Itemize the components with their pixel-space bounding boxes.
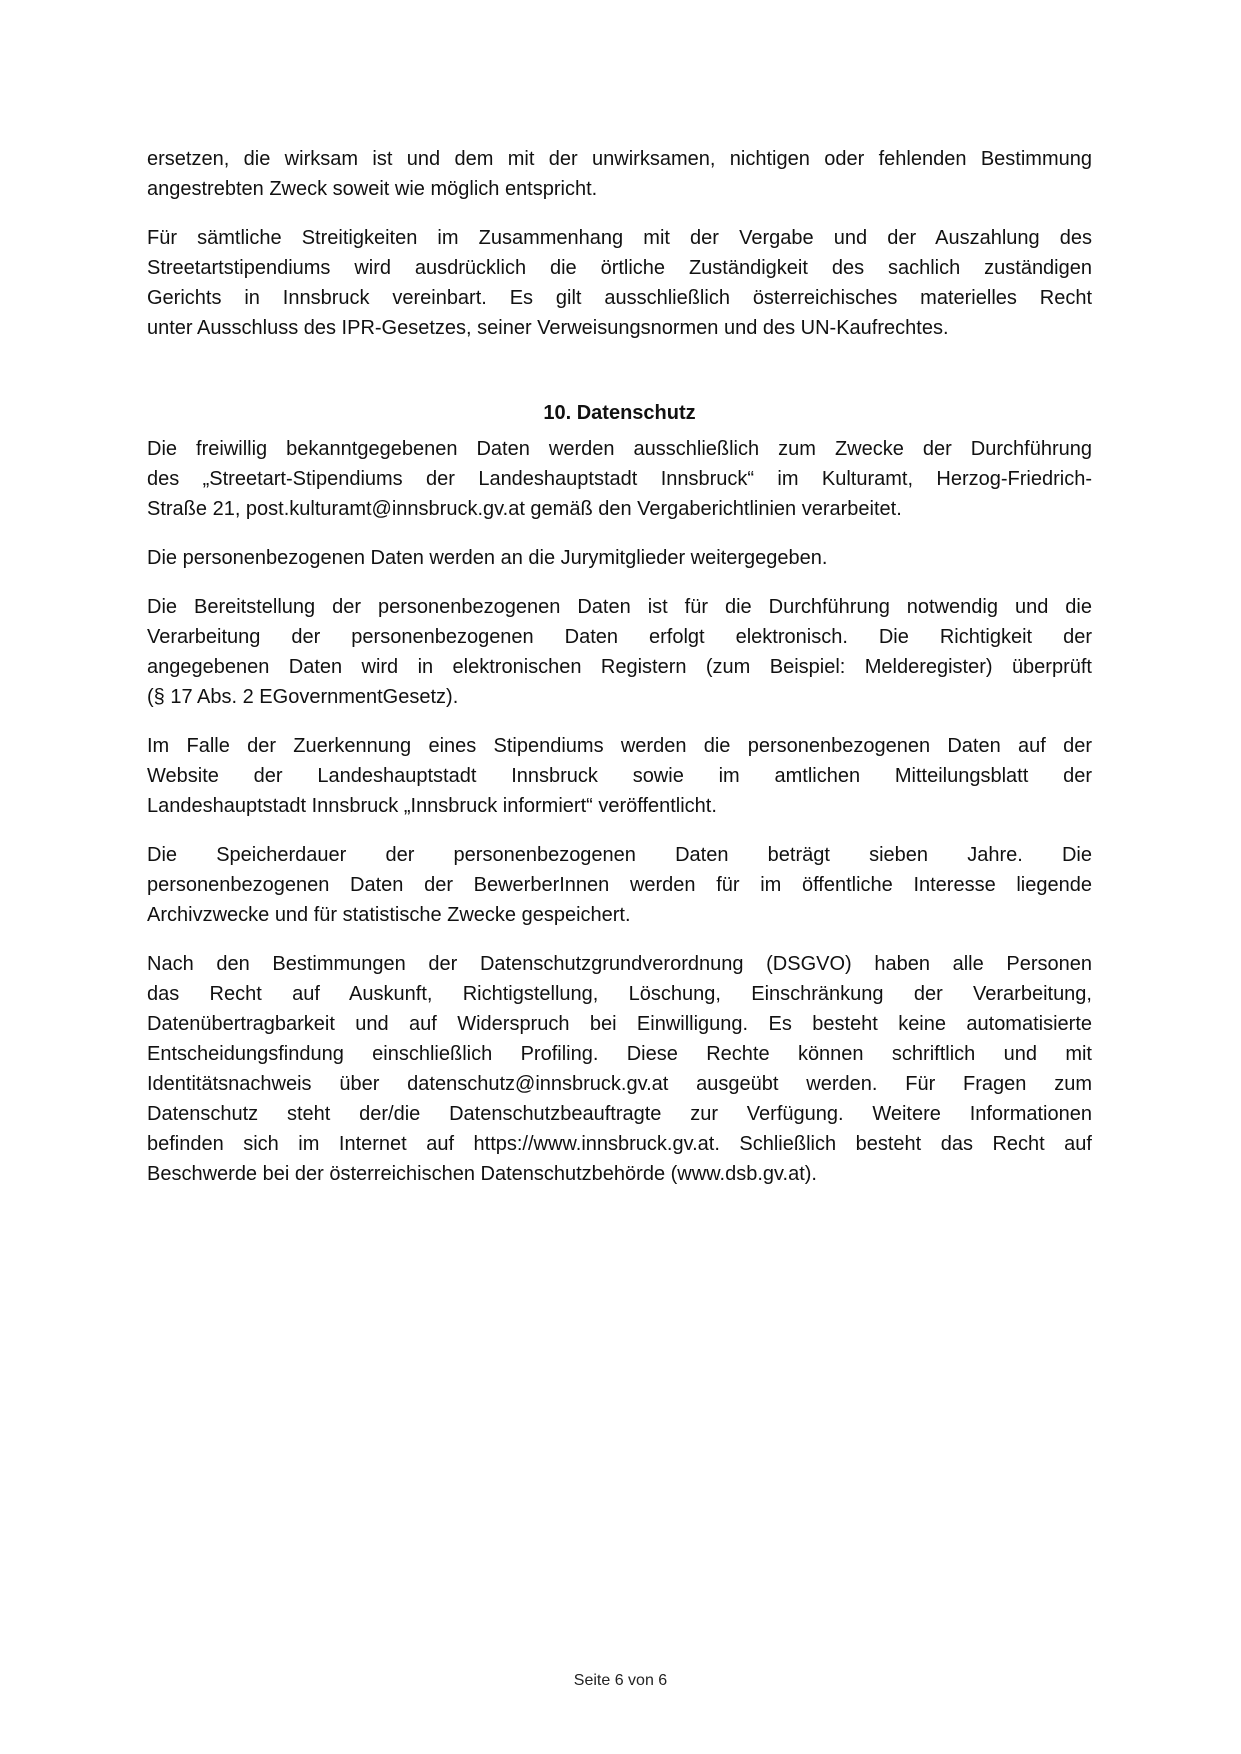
text-line: (§ 17 Abs. 2 EGovernmentGesetz). — [147, 686, 459, 708]
text-line: des „Streetart-Stipendiums der Landeshauptstadt Innsbruck“ im Kulturamt, Herzog-Friedrich- — [147, 468, 1092, 490]
text-line: Datenübertragbarkeit und auf Widerspruch bei Einwilligung. Es besteht keine automatisierte — [147, 1013, 1092, 1035]
text-line: Archivzwecke und für statistische Zwecke gespeichert. — [147, 904, 631, 926]
text-line: Streetartstipendiums wird ausdrücklich die örtliche Zuständigkeit des sachlich zuständigen — [147, 257, 1092, 279]
paragraph-data-purpose — [147, 434, 1092, 524]
text-line: Die Speicherdauer der personenbezogenen Daten beträgt sieben Jahre. Die — [147, 844, 1092, 866]
text-line: Website der Landeshauptstadt Innsbruck sowie im amtlichen Mitteilungsblatt der — [147, 765, 1092, 787]
text-line: unter Ausschluss des IPR-Gesetzes, seiner Verweisungsnormen und des UN-Kaufrechtes. — [147, 317, 949, 339]
paragraph-data-processing — [147, 592, 1092, 712]
text-line: Straße 21, post.kulturamt@innsbruck.gv.at gemäß den Vergaberichtlinien verarbeitet. — [147, 498, 902, 520]
paragraph-severability — [147, 144, 1092, 204]
text-line: Beschwerde bei der österreichischen Datenschutzbehörde (www.dsb.gv.at). — [147, 1163, 817, 1185]
text-line: personenbezogenen Daten der BewerberInnen werden für im öffentliche Interesse liegende — [147, 874, 1092, 896]
text-line: Gerichts in Innsbruck vereinbart. Es gilt ausschließlich österreichisches materielles Recht — [147, 287, 1092, 309]
text-line: Die freiwillig bekanntgegebenen Daten werden ausschließlich zum Zwecke der Durchführung — [147, 438, 1092, 460]
text-line: angegebenen Daten wird in elektronischen Registern (zum Beispiel: Melderegister) überprüft — [147, 656, 1092, 678]
text-line: ersetzen, die wirksam ist und dem mit der unwirksamen, nichtigen oder fehlenden Bestimmung — [147, 148, 1092, 170]
text-line: Für sämtliche Streitigkeiten im Zusammenhang mit der Vergabe und der Auszahlung des — [147, 227, 1092, 249]
text-line: Datenschutz steht der/die Datenschutzbeauftragte zur Verfügung. Weitere Informationen — [147, 1103, 1092, 1125]
text-line: Verarbeitung der personenbezogenen Daten erfolgt elektronisch. Die Richtigkeit der — [147, 626, 1092, 648]
text-line: befinden sich im Internet auf https://www.innsbruck.gv.at. Schließlich besteht das Recht auf — [147, 1133, 1092, 1155]
text-line: angestrebten Zweck soweit wie möglich entspricht. — [147, 178, 598, 200]
text-line: Im Falle der Zuerkennung eines Stipendiums werden die personenbezogenen Daten auf der — [147, 735, 1092, 757]
text-line: Identitätsnachweis über datenschutz@innsbruck.gv.at ausgeübt werden. Für Fragen zum — [147, 1073, 1092, 1095]
text-line: Landeshauptstadt Innsbruck „Innsbruck informiert“ veröffentlicht. — [147, 795, 717, 817]
paragraph-data-recipients — [147, 543, 1092, 573]
paragraph-data-publication — [147, 731, 1092, 821]
paragraph-jurisdiction — [147, 223, 1092, 343]
spacer — [147, 362, 1092, 398]
paragraph-data-rights — [147, 949, 1092, 1189]
text-line: das Recht auf Auskunft, Richtigstellung, Löschung, Einschränkung der Verarbeitung, — [147, 983, 1092, 1005]
page-number-footer: Seite 6 von 6 — [573, 1672, 668, 1689]
section-heading: 10. Datenschutz — [543, 402, 696, 424]
text-line: Nach den Bestimmungen der Datenschutzgrundverordnung (DSGVO) haben alle Personen — [147, 953, 1092, 975]
page-content — [147, 144, 1092, 1208]
paragraph-data-retention — [147, 840, 1092, 930]
text-line: Die personenbezogenen Daten werden an die Jurymitglieder weitergegeben. — [147, 547, 828, 569]
text-line: Entscheidungsfindung einschließlich Profiling. Diese Rechte können schriftlich und mit — [147, 1043, 1092, 1065]
text-line: Die Bereitstellung der personenbezogenen Daten ist für die Durchführung notwendig und die — [147, 596, 1092, 618]
